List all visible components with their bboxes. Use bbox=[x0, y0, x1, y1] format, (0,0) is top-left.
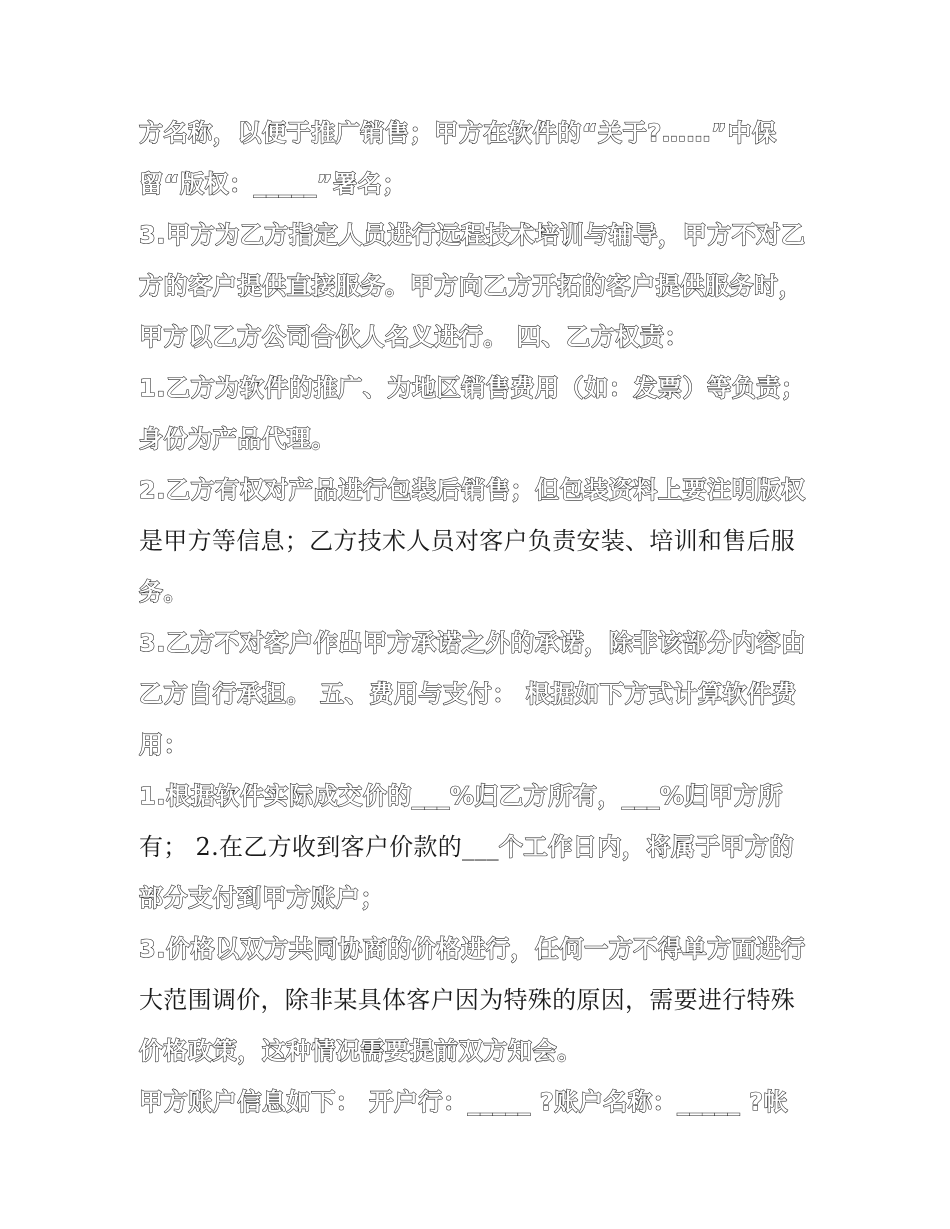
text-run: 用： bbox=[139, 731, 189, 759]
text-run: 1.根据软件实际成交价的___%归乙方所有，___%归甲方所 bbox=[139, 782, 783, 810]
text-line bbox=[139, 210, 819, 261]
text-run: 方名称，以便于推广销售；甲方在软件的“关于?……”中保 bbox=[139, 119, 777, 147]
text-run: 甲方账户信息如下： 开户行：_____ ?账户名称：_____ ?帐 bbox=[139, 1088, 789, 1116]
text-run: 甲方以乙方公司合伙人名义进行。 四、乙方权责： bbox=[139, 323, 690, 351]
text-line bbox=[139, 822, 819, 873]
text-line bbox=[139, 312, 819, 363]
text-line bbox=[139, 924, 819, 975]
text-run: 方的客户提供直接服务。甲方向乙方开拓的客户提供服务时， bbox=[139, 272, 804, 300]
text-run: 1.乙方为软件的推广、为地区销售费用（如：发票）等负责； bbox=[139, 374, 806, 402]
text-line bbox=[139, 720, 819, 771]
text-run: 乙方自行承担。 五、费用与支付： 根据如下方式计算软件费 bbox=[139, 680, 797, 708]
text-line bbox=[139, 363, 819, 414]
text-line bbox=[139, 261, 819, 312]
text-line bbox=[139, 108, 819, 159]
text-line bbox=[139, 1026, 819, 1077]
text-line bbox=[139, 975, 819, 1026]
text-run: 有； 2.在乙方收到客户价款的___ bbox=[139, 833, 499, 861]
text-line bbox=[139, 159, 819, 210]
text-line bbox=[139, 465, 819, 516]
text-run: 价格政策，这种情况需要提前双方知会。 bbox=[139, 1037, 582, 1065]
text-run: 3.甲方为乙方指定人员进行远程技术培训与辅导，甲方不对乙 bbox=[139, 221, 806, 249]
text-run: 2.乙方有权对产品进行包装后销售；但包装资料上要注明版权 bbox=[139, 476, 806, 504]
text-line bbox=[139, 618, 819, 669]
text-run: 个工作日内，将属于甲方的 bbox=[498, 833, 795, 861]
text-line bbox=[139, 873, 819, 924]
text-run: 部分支付到甲方账户； bbox=[139, 884, 385, 912]
text-line bbox=[139, 567, 819, 618]
text-run: 是甲方等信息；乙方技术人员对客户负责安装、培训和售后服 bbox=[139, 527, 796, 555]
text-run: 3.乙方不对客户作出甲方承诺之外的承诺，除非该部分内容由 bbox=[139, 629, 806, 657]
text-run: 务。 bbox=[139, 578, 189, 606]
text-line bbox=[139, 1077, 819, 1128]
text-line bbox=[139, 516, 819, 567]
text-run: 留“版权：_____”署名； bbox=[139, 170, 407, 198]
text-run: 3.价格以双方共同协商的价格进行，任何一方不得单方面进行 bbox=[139, 935, 806, 963]
text-line bbox=[139, 669, 819, 720]
text-run: 大范围调价，除非某具体客户因为特殊的原因，需要进行特殊 bbox=[139, 986, 796, 1014]
text-line bbox=[139, 771, 819, 822]
document-body bbox=[139, 108, 819, 1128]
text-line bbox=[139, 414, 819, 465]
text-run: 身份为产品代理。 bbox=[139, 425, 336, 453]
